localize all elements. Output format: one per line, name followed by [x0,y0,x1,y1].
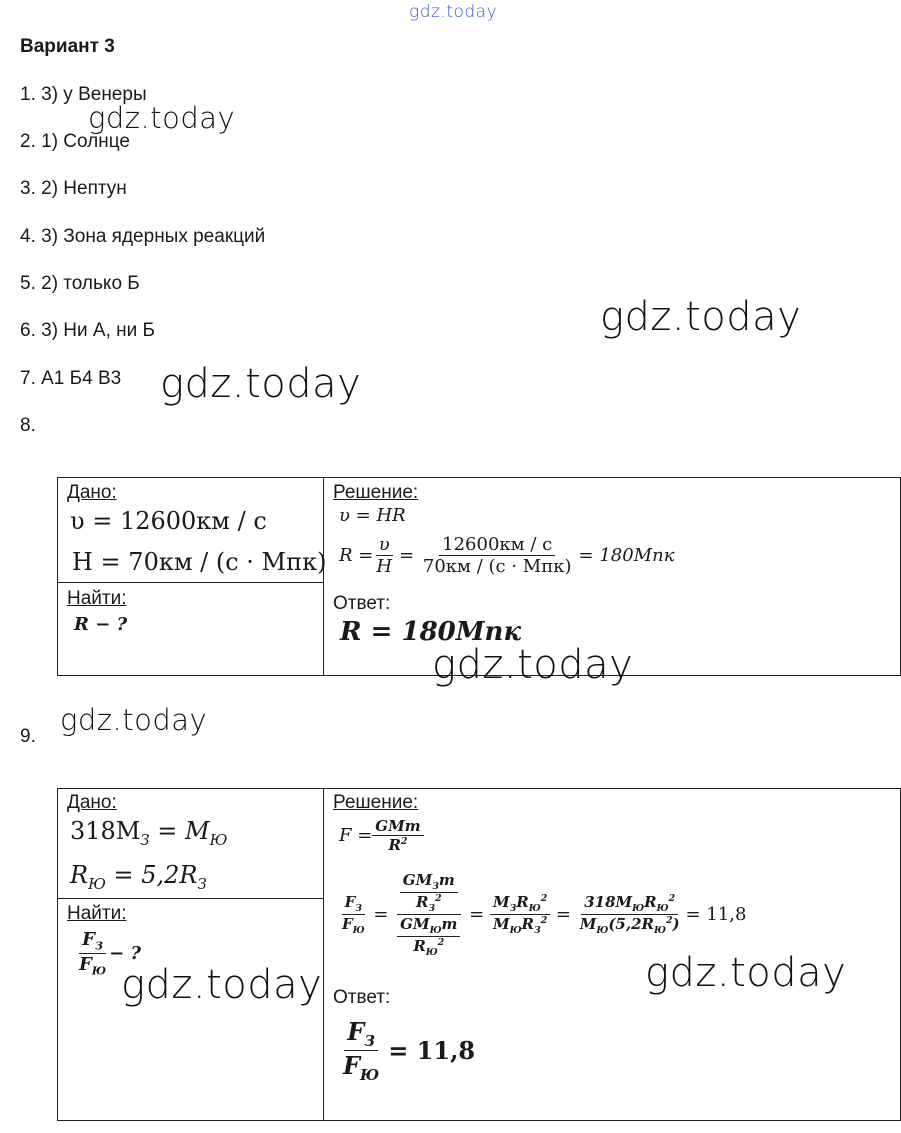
given-label: Дано: [67,792,117,813]
given-hubble: H = 70км / (с · Мпк) [72,548,327,576]
formula-num: GMm [372,817,423,836]
calc-den-2: 70км / (с · Мпк) [422,556,572,577]
answer-9-label: 9. [20,726,36,747]
given-label: Дано: [67,482,117,503]
find-den-sub: Ю [91,964,107,978]
find-value: R − ? [74,614,128,635]
find-den: F [79,953,92,975]
radius-sub: Ю [88,874,106,893]
answer-1: 1. 3) у Венеры [20,84,147,105]
calc-lhs: R = [339,545,374,566]
calc-num-1: υ [376,534,393,556]
mass-coef: 318M [70,817,141,845]
solution-calculation: R = $\frac{\upsilon}{H}$ = $\frac{12600км / с}{\text{70км / (с · Мпк)}}$ = 180Мпк [339,534,675,577]
solution-formula: υ = HR [339,505,406,526]
given-mass [70,817,227,849]
mass-rhs-sub: Ю [209,830,228,849]
calc-result: = 180Мпк [578,545,675,566]
answer-value: R = 180Мпк [340,617,522,647]
answer-6: 6. 3) Ни А, ни Б [20,320,155,341]
find-num: F [82,929,95,950]
radius-rhs-sub: З [197,874,207,893]
answer-number: = 11,8 [388,1035,476,1065]
watermark: gdz.today [600,294,802,340]
solution-formula [339,817,424,854]
watermark: gdz.today [645,950,847,996]
find-num-sub: З [94,939,103,953]
calc-den-1: H [376,556,393,577]
watermark: gdz.today [432,642,634,688]
given-radius [70,861,207,893]
eq-result: = 11,8 [685,904,747,925]
answer-5: 5. 2) только Б [20,273,140,294]
answer-7: 7. А1 Б4 В3 [20,368,122,389]
answer-label: Ответ: [333,987,391,1008]
find-label: Найти: [67,588,127,609]
formula-den-sup: 2 [400,836,408,847]
watermark: gdz.today [121,962,323,1008]
answer-value: $\frac{F_З}{F_Ю}$ = 11,8 [343,1017,476,1084]
formula-den: R [388,836,401,854]
answer-2: 2. 1) Солнце [20,131,130,152]
watermark: gdz.today [60,703,208,737]
page-title: Вариант 3 [20,36,115,57]
calc-num-2: 12600км / с [439,534,555,556]
mass-rhs: = M [149,817,210,845]
solution-label: Решение: [333,792,419,813]
solution-label: Решение: [333,482,419,503]
watermark-top: gdz.today [409,2,498,22]
answer-4: 4. 3) Зона ядерных реакций [20,226,266,247]
watermark: gdz.today [88,101,236,135]
answer-8-label: 8. [20,415,36,436]
given-velocity: υ = 12600км / с [70,507,267,535]
solution-equation: $\frac{F_З}{F_Ю}$ = $\frac{\frac{GM_Зm}{R_З^2}}{\frac{GM_Юm}{R_Ю^2}}$ = $\frac{M_ЗR_Ю^2}{M_ЮR_З^2}$ = $\frac{318M_ЮR_Ю^2}{M_Ю(5,2R_Ю^2)}$ = 11,8 [342,871,747,958]
answer-label: Ответ: [333,593,391,614]
answer-3: 3. 2) Нептун [20,178,127,199]
mass-sub: З [140,830,150,849]
find-label: Найти: [67,903,127,924]
radius-var: R [70,861,89,889]
formula-lhs: F = [339,825,373,846]
watermark: gdz.today [160,361,362,407]
radius-rhs: = 5,2R [105,861,198,889]
find-tail: − ? [109,942,142,964]
